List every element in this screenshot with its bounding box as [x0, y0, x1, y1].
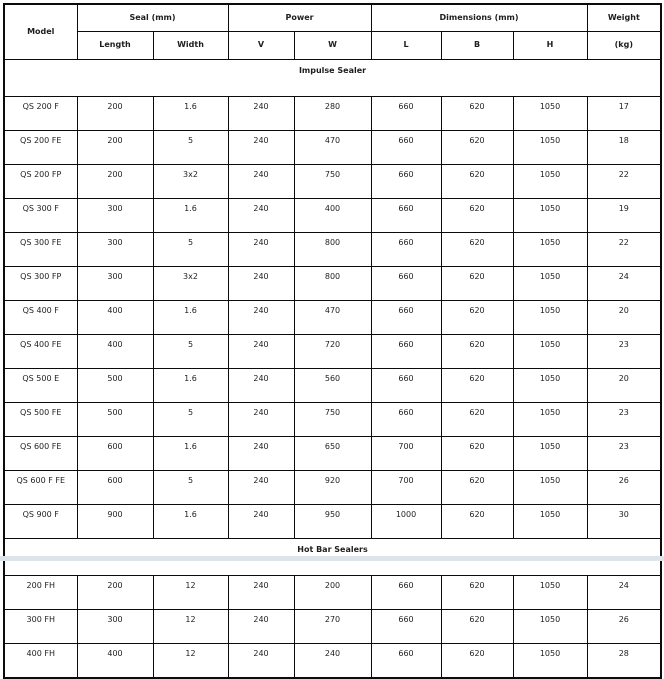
value-cell: 600: [77, 436, 153, 470]
value-cell: 1.6: [153, 368, 228, 402]
value-cell: 17: [587, 96, 661, 130]
value-cell: 1050: [513, 575, 587, 609]
value-cell: 24: [587, 266, 661, 300]
value-cell: 1050: [513, 643, 587, 678]
value-cell: 470: [294, 130, 371, 164]
value-cell: 620: [441, 643, 513, 678]
table-row: [4, 232, 661, 266]
col-header-weight: Weight: [587, 4, 661, 31]
value-cell: 1050: [513, 334, 587, 368]
value-cell: 660: [371, 402, 441, 436]
value-cell: 12: [153, 643, 228, 678]
value-cell: 1050: [513, 504, 587, 538]
value-cell: 660: [371, 198, 441, 232]
model-cell: QS 500 E: [4, 368, 77, 402]
model-cell: QS 300 F: [4, 198, 77, 232]
value-cell: 620: [441, 198, 513, 232]
table-row: [4, 402, 661, 436]
model-cell: QS 200 F: [4, 96, 77, 130]
value-cell: 1.6: [153, 198, 228, 232]
value-cell: 1050: [513, 198, 587, 232]
value-cell: 620: [441, 130, 513, 164]
value-cell: 300: [77, 266, 153, 300]
value-cell: 920: [294, 470, 371, 504]
value-cell: 280: [294, 96, 371, 130]
header-row-sub: [4, 31, 661, 59]
value-cell: 1000: [371, 504, 441, 538]
value-cell: 660: [371, 266, 441, 300]
value-cell: 1050: [513, 266, 587, 300]
col-header-l: L: [371, 31, 441, 59]
value-cell: 240: [228, 470, 294, 504]
value-cell: 1050: [513, 96, 587, 130]
table-row: [4, 368, 661, 402]
value-cell: 26: [587, 470, 661, 504]
value-cell: 620: [441, 504, 513, 538]
table-row: [4, 643, 661, 678]
table-row: [4, 609, 661, 643]
value-cell: 240: [228, 609, 294, 643]
value-cell: 950: [294, 504, 371, 538]
col-header-width: Width: [153, 31, 228, 59]
value-cell: 20: [587, 368, 661, 402]
value-cell: 1.6: [153, 300, 228, 334]
section-title: Impulse Sealer: [4, 59, 661, 96]
table-row: [4, 266, 661, 300]
table-body: [4, 59, 661, 678]
value-cell: 23: [587, 334, 661, 368]
model-cell: 200 FH: [4, 575, 77, 609]
value-cell: 660: [371, 164, 441, 198]
value-cell: 5: [153, 232, 228, 266]
value-cell: 620: [441, 300, 513, 334]
value-cell: 240: [228, 266, 294, 300]
value-cell: 200: [77, 575, 153, 609]
col-header-h: H: [513, 31, 587, 59]
value-cell: 700: [371, 436, 441, 470]
col-header-volts: V: [228, 31, 294, 59]
value-cell: 620: [441, 470, 513, 504]
value-cell: 18: [587, 130, 661, 164]
spec-table: [3, 3, 662, 679]
value-cell: 1050: [513, 300, 587, 334]
value-cell: 30: [587, 504, 661, 538]
value-cell: 1050: [513, 130, 587, 164]
value-cell: 20: [587, 300, 661, 334]
value-cell: 23: [587, 436, 661, 470]
value-cell: 1.6: [153, 504, 228, 538]
value-cell: 900: [77, 504, 153, 538]
value-cell: 300: [77, 232, 153, 266]
value-cell: 240: [228, 643, 294, 678]
value-cell: 1050: [513, 164, 587, 198]
col-header-length: Length: [77, 31, 153, 59]
value-cell: 200: [77, 164, 153, 198]
value-cell: 660: [371, 334, 441, 368]
model-cell: QS 200 FP: [4, 164, 77, 198]
value-cell: 800: [294, 266, 371, 300]
value-cell: 5: [153, 334, 228, 368]
table-row: [4, 164, 661, 198]
table-header: [4, 4, 661, 59]
value-cell: 650: [294, 436, 371, 470]
value-cell: 240: [228, 300, 294, 334]
value-cell: 240: [228, 368, 294, 402]
value-cell: 620: [441, 402, 513, 436]
value-cell: 660: [371, 300, 441, 334]
value-cell: 200: [294, 575, 371, 609]
value-cell: 1050: [513, 470, 587, 504]
col-group-dimensions: Dimensions (mm): [371, 4, 587, 31]
value-cell: 500: [77, 402, 153, 436]
value-cell: 240: [228, 164, 294, 198]
table-row: [4, 436, 661, 470]
value-cell: 1.6: [153, 436, 228, 470]
value-cell: 1050: [513, 436, 587, 470]
model-cell: QS 500 FE: [4, 402, 77, 436]
value-cell: 620: [441, 609, 513, 643]
table-row: [4, 130, 661, 164]
value-cell: 240: [228, 130, 294, 164]
header-row-groups: [4, 4, 661, 31]
value-cell: 300: [77, 609, 153, 643]
value-cell: 12: [153, 609, 228, 643]
table-row: [4, 470, 661, 504]
value-cell: 660: [371, 130, 441, 164]
value-cell: 240: [228, 96, 294, 130]
value-cell: 300: [77, 198, 153, 232]
value-cell: 240: [228, 198, 294, 232]
value-cell: 400: [77, 300, 153, 334]
value-cell: 620: [441, 232, 513, 266]
value-cell: 660: [371, 96, 441, 130]
value-cell: 19: [587, 198, 661, 232]
value-cell: 22: [587, 232, 661, 266]
value-cell: 240: [228, 436, 294, 470]
value-cell: 1.6: [153, 96, 228, 130]
col-header-kg: (kg): [587, 31, 661, 59]
table-row: [4, 575, 661, 609]
value-cell: 800: [294, 232, 371, 266]
value-cell: 5: [153, 402, 228, 436]
value-cell: 700: [371, 470, 441, 504]
value-cell: 240: [228, 334, 294, 368]
value-cell: 620: [441, 368, 513, 402]
value-cell: 1050: [513, 609, 587, 643]
value-cell: 620: [441, 436, 513, 470]
value-cell: 240: [228, 402, 294, 436]
model-cell: 400 FH: [4, 643, 77, 678]
table-row: [4, 96, 661, 130]
value-cell: 400: [77, 334, 153, 368]
value-cell: 240: [294, 643, 371, 678]
value-cell: 400: [77, 643, 153, 678]
value-cell: 620: [441, 334, 513, 368]
value-cell: 26: [587, 609, 661, 643]
table-row: [4, 334, 661, 368]
value-cell: 470: [294, 300, 371, 334]
value-cell: 270: [294, 609, 371, 643]
table-row: [4, 198, 661, 232]
value-cell: 660: [371, 575, 441, 609]
value-cell: 23: [587, 402, 661, 436]
value-cell: 3x2: [153, 164, 228, 198]
section-title: Hot Bar Sealers: [4, 538, 661, 575]
value-cell: 5: [153, 470, 228, 504]
model-cell: QS 600 F FE: [4, 470, 77, 504]
col-group-seal: Seal (mm): [77, 4, 228, 31]
value-cell: 620: [441, 575, 513, 609]
value-cell: 660: [371, 232, 441, 266]
value-cell: 1050: [513, 368, 587, 402]
value-cell: 240: [228, 504, 294, 538]
value-cell: 3x2: [153, 266, 228, 300]
model-cell: QS 400 F: [4, 300, 77, 334]
value-cell: 200: [77, 130, 153, 164]
model-cell: 300 FH: [4, 609, 77, 643]
col-header-b: B: [441, 31, 513, 59]
model-cell: QS 300 FP: [4, 266, 77, 300]
col-header-watts: W: [294, 31, 371, 59]
value-cell: 560: [294, 368, 371, 402]
section-row: [4, 59, 661, 96]
value-cell: 22: [587, 164, 661, 198]
value-cell: 5: [153, 130, 228, 164]
col-header-model: Model: [4, 4, 77, 59]
table-row: [4, 300, 661, 334]
value-cell: 200: [77, 96, 153, 130]
value-cell: 660: [371, 643, 441, 678]
value-cell: 660: [371, 368, 441, 402]
value-cell: 660: [371, 609, 441, 643]
value-cell: 24: [587, 575, 661, 609]
col-group-power: Power: [228, 4, 371, 31]
model-cell: QS 600 FE: [4, 436, 77, 470]
model-cell: QS 300 FE: [4, 232, 77, 266]
value-cell: 750: [294, 164, 371, 198]
page-bottom-strip: [0, 556, 664, 561]
table-row: [4, 504, 661, 538]
value-cell: 600: [77, 470, 153, 504]
value-cell: 240: [228, 232, 294, 266]
value-cell: 500: [77, 368, 153, 402]
value-cell: 1050: [513, 232, 587, 266]
value-cell: 750: [294, 402, 371, 436]
value-cell: 1050: [513, 402, 587, 436]
value-cell: 28: [587, 643, 661, 678]
value-cell: 240: [228, 575, 294, 609]
model-cell: QS 900 F: [4, 504, 77, 538]
model-cell: QS 400 FE: [4, 334, 77, 368]
value-cell: 12: [153, 575, 228, 609]
value-cell: 720: [294, 334, 371, 368]
model-cell: QS 200 FE: [4, 130, 77, 164]
value-cell: 620: [441, 266, 513, 300]
value-cell: 620: [441, 164, 513, 198]
value-cell: 400: [294, 198, 371, 232]
value-cell: 620: [441, 96, 513, 130]
